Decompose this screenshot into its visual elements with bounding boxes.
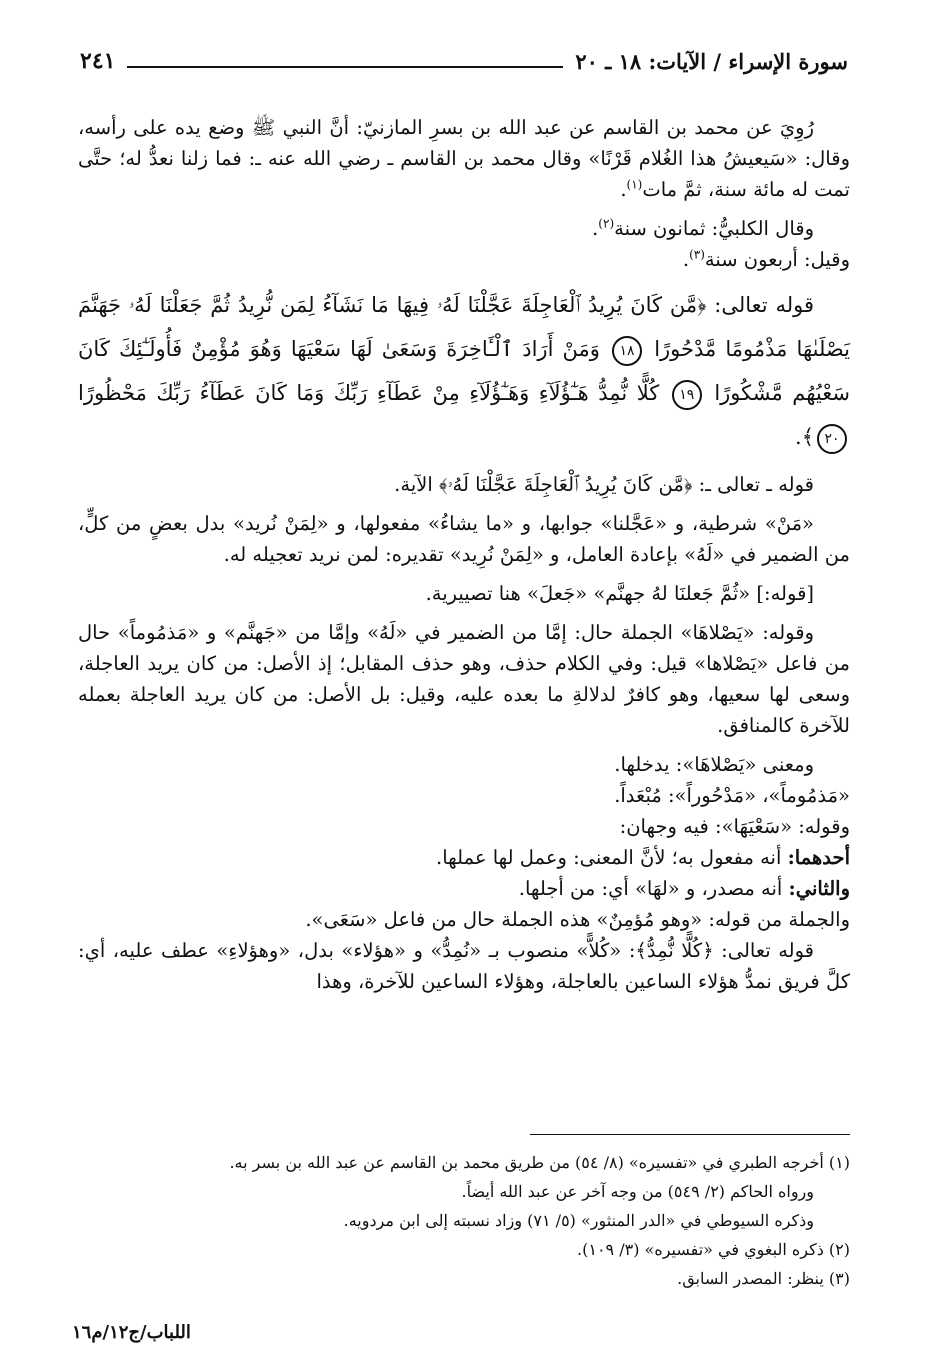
running-header	[80, 40, 848, 74]
footnote: (١) أخرجه الطبري في «تفسيره» (٨/ ٥٤) من طريق محمد بن القاسم عن عبد الله بن بسر به.	[229, 1153, 850, 1172]
paragraph: قوله ـ تعالى ـ: ﴿مَّن كَانَ يُرِيدُ ٱلْعَاجِلَةَ عَجَّلْنَا لَهُۥ﴾ الآية.	[394, 473, 814, 496]
footnote: (٣) ينظر: المصدر السابق.	[677, 1269, 850, 1288]
footnote-ref: (٢)	[598, 216, 615, 231]
ayah-number-marker: ١٨	[612, 336, 642, 366]
footnote-ref: (٣)	[689, 247, 705, 262]
ayah-number-marker: ٢٠	[817, 424, 847, 454]
bold-label: أحدهما:	[787, 846, 850, 869]
main-text	[78, 112, 850, 1005]
paragraph: وقال الكلبيُّ: ثمانون سنة$^{(٢)}$. وقيل: أربعون سنة$^{(٣)}$.	[592, 216, 850, 271]
bold-label: والثاني:	[788, 877, 850, 900]
surah-title: سورة الإسراء / الآيات: ١٨ ـ ٢٠	[575, 49, 848, 74]
signature-mark: اللباب/ج١٢/م١٦	[72, 1322, 191, 1343]
quran-verse: قوله تعالى: ﴿مَّن كَانَ يُرِيدُ ٱلْعَاجِلَةَ عَجَّلْنَا لَهُۥ فِيهَا مَا نَشَآءُ لِمَن نُّرِيدُ ثُمَّ جَعَلْنَا لَهُۥ جَهَنَّمَ يَصْلَىٰهَا مَذْمُومًا مَّدْحُورًا ١٨ وَمَنْ أَرَادَ ٱلْـَٔاخِرَةَ وَسَعَىٰ لَهَا سَعْيَهَا وَهُوَ مُؤْمِنٌ فَأُولَـٰٓئِكَ كَانَ سَعْيُهُم مَّشْكُورًا ١٩ كُلًّا نُّمِدُّ هَـٰٓؤُلَآءِ وَهَـٰٓؤُلَآءِ مِنْ عَطَآءِ رَبِّكَ وَمَا كَانَ عَطَآءُ رَبِّكَ مَحْظُورًا ٢٠﴾.	[78, 283, 850, 459]
page-number: ٢٤١	[80, 48, 116, 74]
ayah-number-marker: ١٩	[672, 380, 702, 410]
footnote: وذكره السيوطي في «الدر المنثور» (٥/ ٧١) وزاد نسبته إلى ابن مردويه.	[343, 1211, 814, 1230]
footnote-rule	[530, 1134, 850, 1135]
paragraph: قوله تعالى: ﴿كُلًّا نُّمِدُّ﴾: «كُلاًّ» منصوب بـ «نُمِدُّ» و «هؤلاء» بدل، «وهؤلاءِ» عطف عليه، أي: كلَّ فريق نمدُّ هؤلاء الساعين بالعاجلة، وهؤلاء الساعين للآخرة، وهذا	[78, 939, 850, 993]
footnotes	[78, 1148, 850, 1293]
header-rule	[127, 66, 563, 68]
paragraph: [قوله:] «ثُمَّ جَعلنَا لهُ جهنَّم» «جَعلَ» هنا تصييرية.	[425, 582, 814, 605]
footnote-ref: (١)	[626, 177, 643, 192]
paragraph: «مَنْ» شرطية، و «عَجَّلنا» جوابها، و «ما يشاءُ» مفعولها، و «لِمَنْ نُريد» بدل بعضٍ من كلٍّ، من الضمير في «لَهُ» بإعادة العامل، و «لِمَنْ نُرِيد» تقديره: لمن نريد تعجيله له.	[78, 512, 850, 566]
paragraph: وقوله: «يَصْلاهَا» الجملة حال: إمَّا من الضمير في «لَهُ» وإمَّا من «جَهنَّم» و «مَذمُوماً» حال من فاعل «يَصْلاها» قيل: وفي الكلام حذف، وهو حذف المقابل؛ إذ الأصل: من كان يريد العاجلة، وسعى لها سعيها، وهو كافرٌ لدلالةِ ما بعده عليه، وقيل: بل الأصل: من كان يريد العاجلة بعمله للآخرة كالمنافق.	[78, 621, 850, 737]
paragraph: ومعنى «يَصْلاهَا»: يدخلها. «مَذمُوماً»، «مَدْحُوراً»: مُبْعَداً. وقوله: «سَعْيَهَا»: فيه وجهان: أحدهما: أنه مفعول به؛ لأنَّ المعنى: وعمل لها عملها. والثاني: أنه مصدر، و «لهَا» أي: من أجلها. والجملة من قوله: «وهو مُؤمِنٌ» هذه الجملة حال من فاعل «سَعَى».	[305, 753, 850, 931]
footnote: (٢) ذكره البغوي في «تفسيره» (٣/ ١٠٩).	[577, 1240, 850, 1259]
footnote: ورواه الحاكم (٢/ ٥٤٩) من وجه آخر عن عبد الله أيضاً.	[461, 1182, 814, 1201]
paragraph: رُوِيَ عن محمد بن القاسم عن عبد الله بن بسرِ المازنيّ: أنَّ النبي ﷺ وضع يده على رأسه، وقال: «سَيعيشُ هذا الغُلام قَرْنًا» وقال محمد بن القاسم ـ رضي الله عنه ـ: فما زلنا نعدُّ له؛ حتَّى تمت له مائة سنة، ثمَّ مات$^{(١)}$.	[78, 116, 850, 201]
